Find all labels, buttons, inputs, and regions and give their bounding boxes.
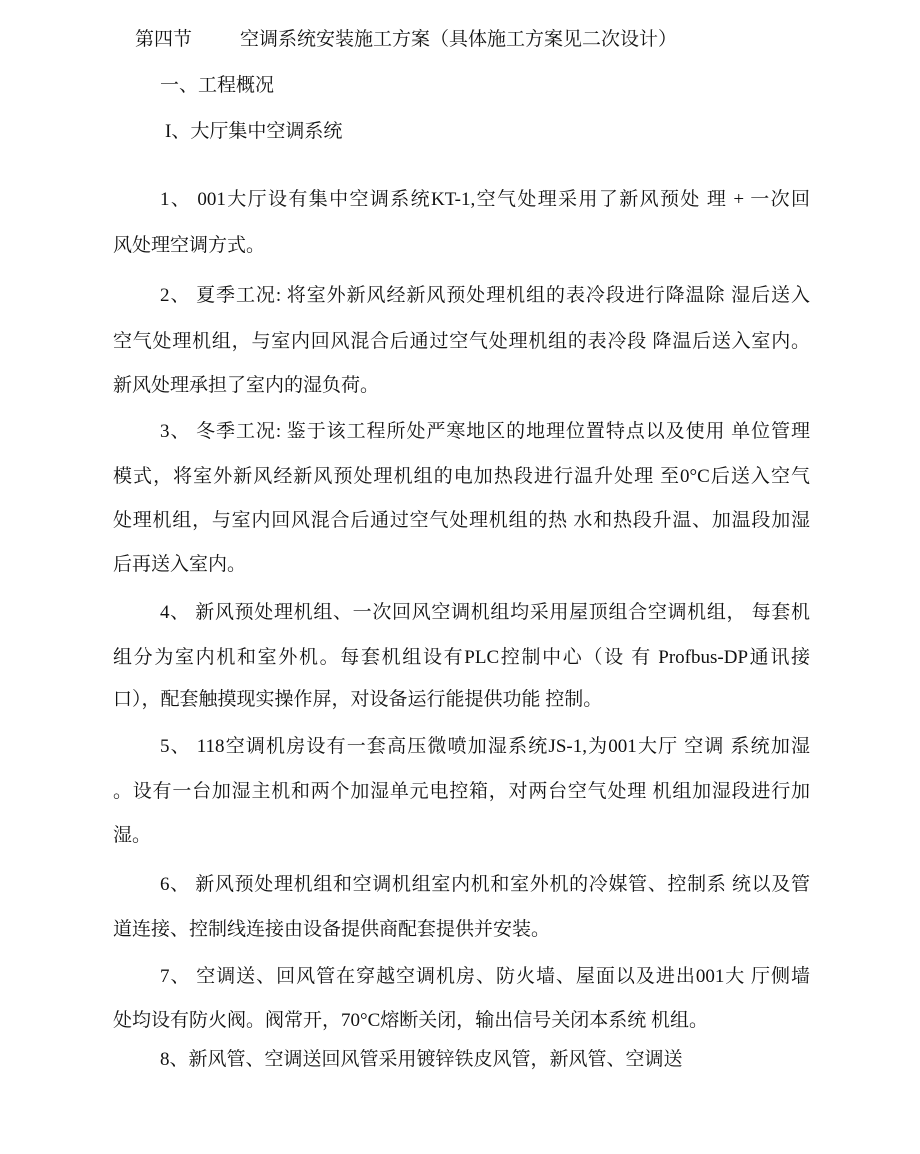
paragraph-line: 空气处理机组，与室内回风混合后通过空气处理机组的表冷段 降温后送入室内。 <box>113 331 810 352</box>
paragraph-line: 模式，将室外新风经新风预处理机组的电加热段进行温升处理 至0°C后送入空气 <box>113 466 810 487</box>
paragraph-line: 新风处理承担了室内的湿负荷。 <box>113 375 380 396</box>
paragraph-line: 。设有一台加湿主机和两个加湿单元电控箱，对两台空气处理 机组加湿段进行加 <box>113 781 810 802</box>
heading-overview: 一、工程概况 <box>160 75 275 96</box>
paragraph-line: 风处理空调方式。 <box>113 235 266 256</box>
paragraph-line: 湿。 <box>113 825 152 846</box>
paragraph-line: 4、 新风预处理机组、一次回风空调机组均采用屋顶组合空调机组， 每套机 <box>160 602 810 623</box>
paragraph-line: 8、新风管、空调送回风管采用镀锌铁皮风管，新风管、空调送 <box>160 1049 683 1070</box>
paragraph-line: 口），配套触摸现实操作屏，对设备运行能提供功能 控制。 <box>113 689 603 710</box>
heading-hall-ac-system: I、大厅集中空调系统 <box>165 121 343 142</box>
paragraph-line: 后再送入室内。 <box>113 554 247 575</box>
paragraph-line: 2、 夏季工况: 将室外新风经新风预处理机组的表冷段进行降温除 湿后送入 <box>160 285 810 306</box>
paragraph-line: 道连接、控制线连接由设备提供商配套提供并安装。 <box>113 919 551 940</box>
paragraph-line: 处理机组，与室内回风混合后通过空气处理机组的热 水和热段升温、加温段加湿 <box>113 510 810 531</box>
section-title: 空调系统安装施工方案（具体施工方案见二次设计） <box>240 29 678 50</box>
paragraph-line: 3、 冬季工况: 鉴于该工程所处严寒地区的地理位置特点以及使用 单位管理 <box>160 421 810 442</box>
paragraph-line: 5、 118空调机房设有一套高压微喷加湿系统JS-1,为001大厅 空调 系统加湿 <box>160 736 810 757</box>
paragraph-line: 1、 001大厅设有集中空调系统KT-1,空气处理采用了新风预处 理 + 一次回 <box>160 189 810 210</box>
section-label: 第四节 <box>135 29 193 50</box>
paragraph-line: 处均设有防火阀。阀常开，70°C熔断关闭，输出信号关闭本系统 机组。 <box>113 1010 709 1031</box>
paragraph-line: 7、 空调送、回风管在穿越空调机房、防火墙、屋面以及进出001大 厅侧墙 <box>160 966 810 987</box>
paragraph-line: 6、 新风预处理机组和空调机组室内机和室外机的冷媒管、控制系 统以及管 <box>160 874 810 895</box>
paragraph-line: 组分为室内机和室外机。每套机组设有PLC控制中心（设 有 Profbus-DP通讯接 <box>113 647 810 668</box>
